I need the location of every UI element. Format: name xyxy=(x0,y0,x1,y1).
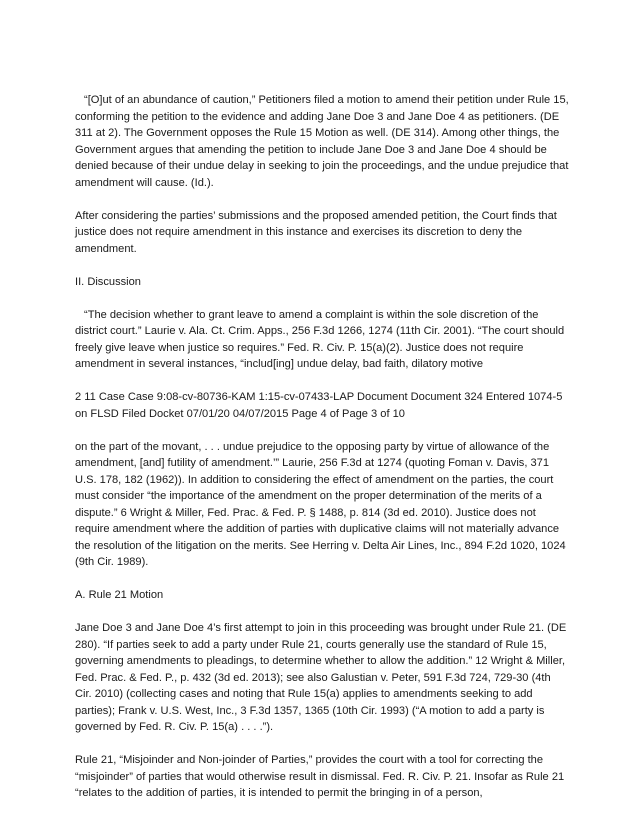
paragraph-undue-prejudice: on the part of the movant, . . . undue prejudice to the opposing party by virtue of allowance of the amendment, [and] futility of amendment.’” Laurie, 256 F.3d at 1274 (quoting Foman v. Davis, 371 U.S. 178, 182 (1962)). In addition to considering the effect of amendment on the parties, the court must consider “the importance of the amendment on the proper determination of the merits of a dispute.” 6 Wright & Miller, Fed. Prac. & Fed. P. § 1488, p. 814 (3d ed. 2010). Justice does not require amendment where the addition of parties with duplicative claims will not materially advance the resolution of the litigation on the merits. See Herring v. Delta Air Lines, Inc., 894 F.2d 1020, 1024 (9th Cir. 1989). xyxy=(75,440,566,568)
paragraph-rule-21-misjoinder: Rule 21, “Misjoinder and Non-joinder of Parties,” provides the court with a tool for correcting the “misjoinder” of parties that would otherwise result in dismissal. Fed. R. Civ. P. 21. Insofar as Rule 21 “relates to the addition of parties, it is intended to permit the bringing in of a person, xyxy=(75,754,565,799)
paragraph-rule-21-attempt: Jane Doe 3 and Jane Doe 4’s first attempt to join in this proceeding was brought under Rule 21. (DE 280). “If parties seek to add a party under Rule 21, courts generally use the standard of Rule 15, governing amendments to pleadings, to determine whether to allow the addition.” 12 Wright & Miller, Fed. Prac. & Fed. P., p. 432 (3d ed. 2013); see also Galustian v. Peter, 591 F.3d 724, 729-30 (4th Cir. 2010) (collecting cases and noting that Rule 15(a) applies to amendments seeking to add parties); Frank v. U.S. West, Inc., 3 F.3d 1357, 1365 (10th Cir. 1993) (“A motion to add a party is governed by Fed. R. Civ. P. 15(a) . . . .”). xyxy=(75,622,567,733)
page-header-case-info: 2 11 Case Case 9:08-cv-80736-KAM 1:15-cv-07433-LAP Document Document 324 Entered 1074-5 on FLSD Filed Docket 07/01/20 04/07/2015 Page 4 of Page 3 of 10 xyxy=(75,391,563,420)
document-body xyxy=(75,92,570,816)
section-heading-discussion: II. Discussion xyxy=(75,275,141,288)
paragraph-leave-to-amend: “The decision whether to grant leave to amend a complaint is within the sole discretion of the district court.” Laurie v. Ala. Ct. Crim. Apps., 256 F.3d 1266, 1274 (11th Cir. 2001). “The court should freely give leave when justice so requires.” Fed. R. Civ. P. 15(a)(2). Justice does not require amendment in several instances, “includ[ing] undue delay, bad faith, dilatory motive xyxy=(75,308,565,370)
paragraph-motion-to-amend: “[O]ut of an abundance of caution,” Petitioners filed a motion to amend their petition under Rule 15, conforming the petition to the evidence and adding Jane Doe 3 and Jane Doe 4 as petitioners. (DE 311 at 2). The Government opposes the Rule 15 Motion as well. (DE 314). Among other things, the Government argues that amending the petition to include Jane Doe 3 and Jane Doe 4 should be denied because of their undue delay in seeking to join the proceedings, and the undue prejudice that amendment will cause. (Id.). xyxy=(75,94,569,189)
paragraph-court-finding: After considering the parties’ submissions and the proposed amended petition, the Court finds that justice does not require amendment in this instance and exercises its discretion to deny the amendment. xyxy=(75,209,557,255)
section-heading-rule-21: A. Rule 21 Motion xyxy=(75,589,164,601)
